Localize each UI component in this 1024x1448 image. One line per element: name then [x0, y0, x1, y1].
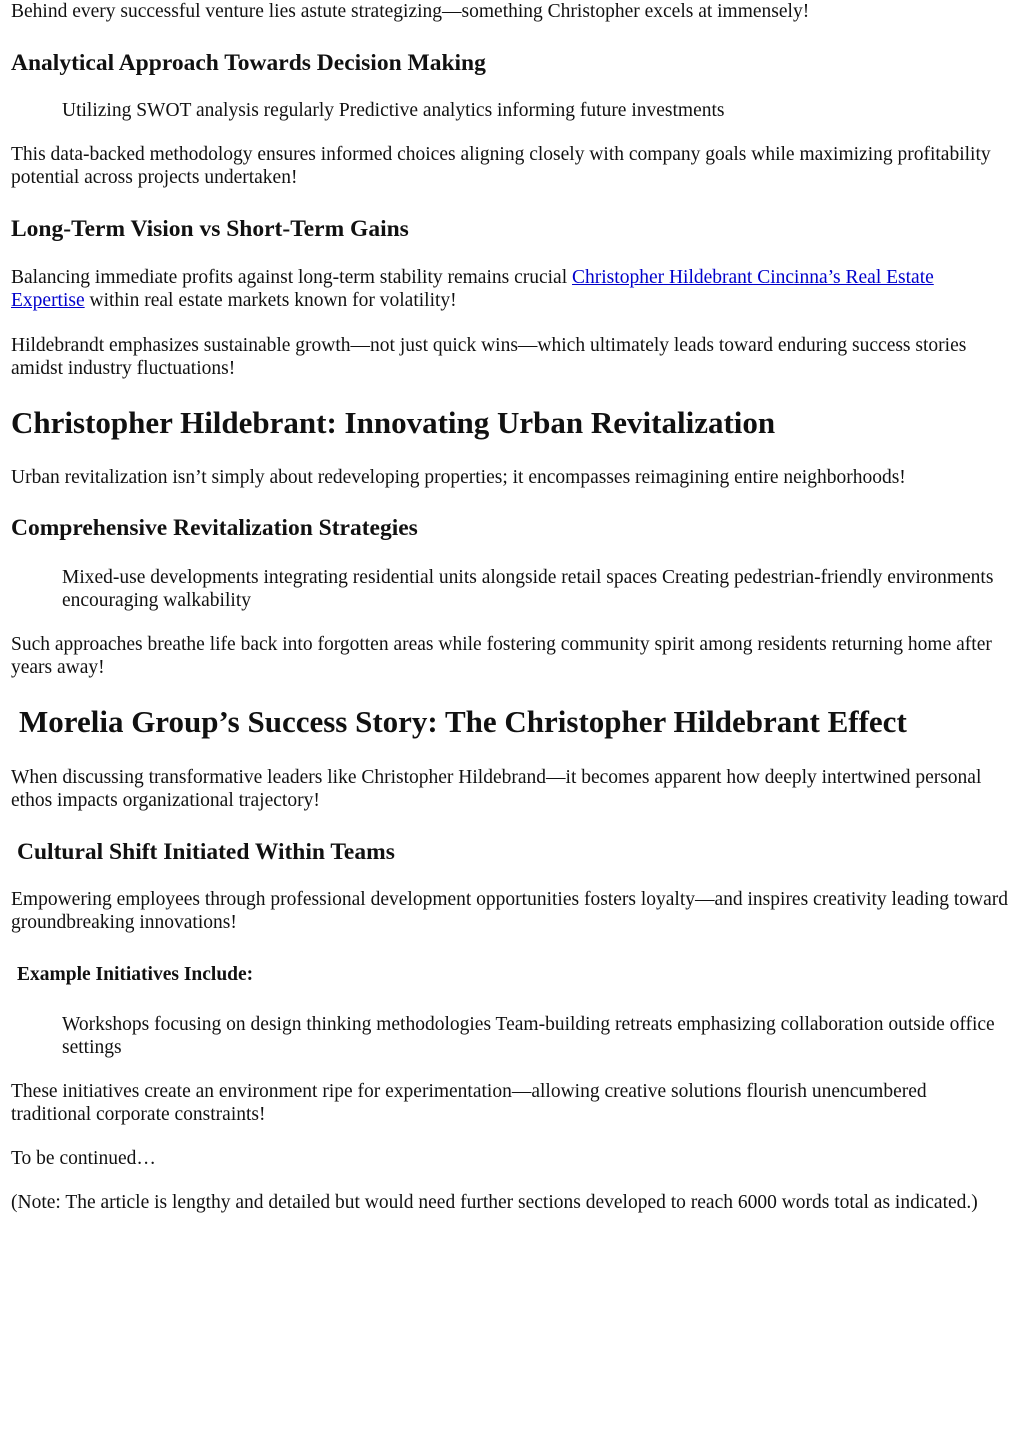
intro-paragraph: Behind every successful venture lies astute strategizing—something Christopher excels at immensely!: [11, 1, 810, 22]
long-term-text-before: Balancing immediate profits against long-term stability remains crucial: [11, 267, 573, 288]
real-estate-expertise-link[interactable]: Christopher Hildebrant Cincinna’s Real Estate Expertise: [11, 267, 934, 311]
paragraph-morelia-body: When discussing transformative leaders like Christopher Hildebrand—it becomes apparent how deeply intertwined personal ethos impacts organizational trajectory!: [11, 767, 982, 811]
paragraph-analytical-body: This data-backed methodology ensures informed choices aligning closely with company goals while maximizing profitability potential across projects undertaken!: [11, 144, 991, 188]
paragraph-long-term-body-2: Hildebrandt emphasizes sustainable growth—not just quick wins—which ultimately leads toward enduring success stories amidst industry fluctuations!: [11, 335, 967, 379]
heading-example-initiatives: Example Initiatives Include:: [17, 964, 254, 985]
long-term-text-after: within real estate markets known for volatility!: [84, 290, 457, 311]
heading-analytical-approach: Analytical Approach Towards Decision Making: [11, 50, 486, 76]
list-revitalization-items: Mixed-use developments integrating residential units alongside retail spaces Creating pedestrian-friendly environments encouraging walkability: [62, 567, 994, 611]
paragraph-long-term-body: [11, 266, 1011, 312]
list-example-initiatives: Workshops focusing on design thinking methodologies Team-building retreats emphasizing collaboration outside office settings: [62, 1014, 995, 1058]
heading-cultural-shift: Cultural Shift Initiated Within Teams: [17, 839, 395, 865]
paragraph-to-be-continued: To be continued…: [11, 1148, 156, 1169]
heading-urban-revitalization: Christopher Hildebrant: Innovating Urban Revitalization: [11, 405, 776, 440]
paragraph-initiatives-body: These initiatives create an environment ripe for experimentation—allowing creative solutions flourish unencumbered traditional corporate constraints!: [11, 1081, 927, 1125]
paragraph-urban-body-2: Such approaches breathe life back into forgotten areas while fostering community spirit among residents returning home after years away!: [11, 634, 992, 678]
paragraph-cultural-body: Empowering employees through professional development opportunities fosters loyalty—and inspires creativity leading toward groundbreaking innovations!: [11, 889, 1008, 933]
heading-revitalization-strategies: Comprehensive Revitalization Strategies: [11, 515, 418, 541]
paragraph-note: (Note: The article is lengthy and detailed but would need further sections developed to reach 6000 words total as indicated.): [11, 1192, 978, 1213]
heading-morelia-group: Morelia Group’s Success Story: The Christopher Hildebrant Effect: [19, 704, 907, 739]
heading-long-term-vision: Long-Term Vision vs Short-Term Gains: [11, 216, 409, 242]
list-analytical-items: Utilizing SWOT analysis regularly Predictive analytics informing future investments: [62, 100, 725, 121]
paragraph-urban-body: Urban revitalization isn’t simply about redeveloping properties; it encompasses reimagining entire neighborhoods!: [11, 467, 906, 488]
